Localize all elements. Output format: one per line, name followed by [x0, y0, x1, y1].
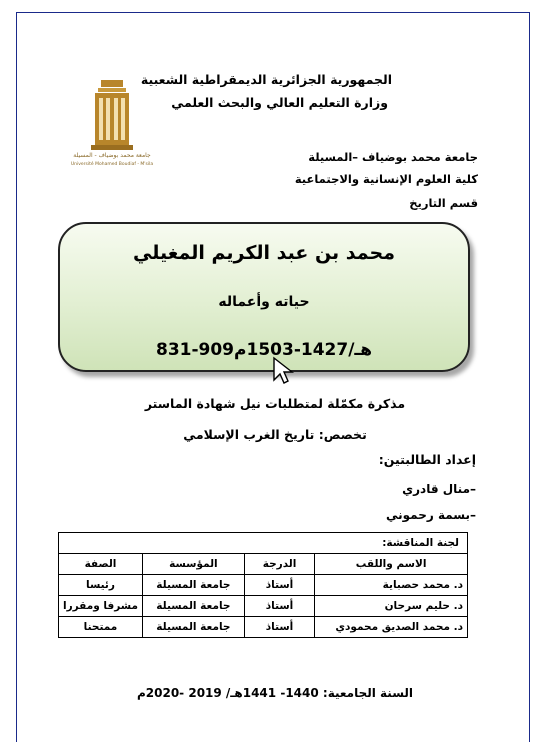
university-logo	[70, 78, 154, 176]
subject-subtitle: حياته وأعماله	[218, 294, 310, 310]
university-name: جامعة محمد بوضياف –المسيلة	[308, 150, 478, 164]
jury-member-role: مشرفا ومقررا	[59, 596, 143, 617]
subject-name: محمد بن عبد الكريم المغيلي	[133, 242, 395, 264]
jury-member-name: د. محمد حصباية	[315, 575, 468, 596]
jury-member-name: د. حليم سرحان	[315, 596, 468, 617]
table-header-row	[59, 554, 468, 575]
jury-member-grade: أستاذ	[244, 617, 314, 638]
logo-caption-latin: Université Mohamed Boudiaf - M'sila	[70, 162, 154, 167]
header-name: الاسم واللقب	[315, 554, 468, 575]
table-row	[59, 596, 468, 617]
jury-member-grade: أستاذ	[244, 596, 314, 617]
mouse-cursor-icon	[272, 356, 298, 386]
subject-dates: 831-909هـ/1427-1503م	[155, 340, 373, 360]
jury-table	[58, 532, 468, 638]
jury-member-name: د. محمد الصديق محمودي	[315, 617, 468, 638]
jury-member-role: رئيسا	[59, 575, 143, 596]
logo-caption-arabic: جامعة محمد بوضياف - المسيلة	[73, 152, 151, 159]
jury-member-grade: أستاذ	[244, 575, 314, 596]
jury-member-institution: جامعة المسيلة	[142, 596, 244, 617]
academic-year: السنة الجامعية: 1440- 1441هـ/ 2019 -2020م	[136, 686, 414, 700]
table-row	[59, 575, 468, 596]
student-name-2: –بسمة رحموني	[386, 508, 476, 522]
jury-caption: لجنة المناقشة:	[59, 533, 468, 554]
thesis-purpose: مذكرة مكمّلة لمتطلبات نيل شهادة الماستر	[144, 396, 406, 411]
header-grade: الدرجة	[244, 554, 314, 575]
jury-member-role: ممتحنا	[59, 617, 143, 638]
title-box	[58, 222, 470, 372]
student-name-1: –منال قادري	[402, 482, 476, 496]
republic-heading: الجمهورية الجزائرية الديمقراطية الشعبية	[140, 72, 392, 87]
jury-member-institution: جامعة المسيلة	[142, 617, 244, 638]
jury-member-institution: جامعة المسيلة	[142, 575, 244, 596]
table-row	[59, 617, 468, 638]
department-name: قسم التاريخ	[409, 196, 478, 210]
header-institution: المؤسسة	[142, 554, 244, 575]
ministry-heading: وزارة التعليم العالي والبحث العلمي	[171, 95, 388, 110]
thesis-specialty: تخصص: تاريخ الغرب الإسلامي	[183, 427, 367, 442]
header-role: الصفة	[59, 554, 143, 575]
students-label: إعداد الطالبتين:	[378, 452, 476, 467]
faculty-name: كلية العلوم الإنسانية والاجتماعية	[294, 172, 478, 186]
